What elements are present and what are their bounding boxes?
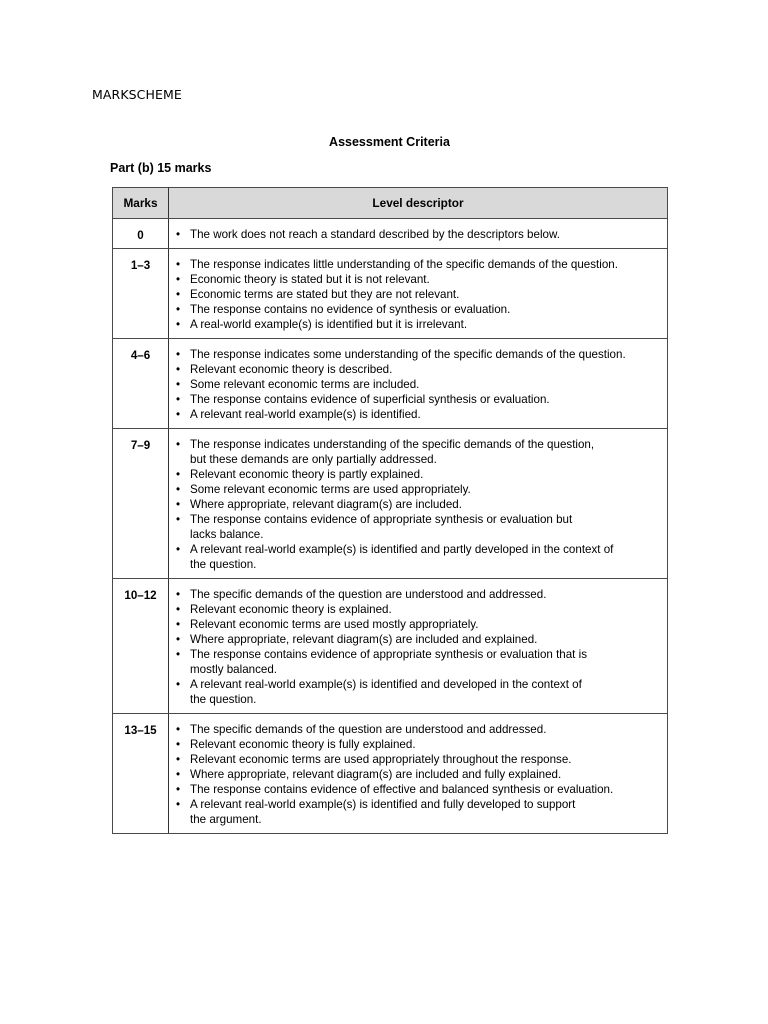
descriptor-text: • A real-world example(s) is identified but it is irrelevant. [190, 318, 468, 331]
descriptor-list [176, 347, 661, 422]
assessment-criteria-table [112, 187, 668, 834]
table-header-row [113, 188, 668, 219]
descriptor-item [176, 602, 661, 617]
descriptor-item [176, 362, 661, 377]
descriptor-item [176, 407, 661, 422]
descriptor-item [176, 272, 661, 287]
descriptor-text: • Economic terms are stated but they are not relevant. [190, 288, 460, 301]
descriptor-cell [169, 579, 668, 714]
descriptor-text: lacks balance. [190, 528, 264, 541]
descriptor-text: • Some relevant economic terms are included. [190, 378, 420, 391]
descriptor-text: mostly balanced. [190, 663, 277, 676]
descriptor-item [176, 752, 661, 767]
descriptor-item [176, 542, 661, 572]
descriptor-item [176, 512, 661, 542]
descriptor-item [176, 467, 661, 482]
descriptor-item [176, 632, 661, 647]
descriptor-text: • The response contains evidence of superficial synthesis or evaluation. [190, 393, 550, 406]
part-title: Part (b) 15 marks [110, 161, 212, 175]
descriptor-list [176, 587, 661, 707]
marks-column-header: Marks [113, 188, 169, 219]
table-row [113, 714, 668, 834]
descriptor-column-header: Level descriptor [169, 188, 668, 219]
criteria-title: Assessment Criteria [329, 135, 450, 149]
descriptor-text: • Economic theory is stated but it is not relevant. [190, 273, 430, 286]
descriptor-item [176, 677, 661, 707]
descriptor-item [176, 782, 661, 797]
descriptor-text: • The response indicates little understanding of the specific demands of the question. [190, 258, 618, 271]
marks-cell: 4–6 [113, 339, 169, 429]
descriptor-list [176, 257, 661, 332]
descriptor-item [176, 497, 661, 512]
descriptor-text: but these demands are only partially addressed. [190, 453, 437, 466]
descriptor-cell [169, 219, 668, 249]
descriptor-text: • The response indicates understanding of the specific demands of the question, [190, 438, 595, 451]
descriptor-item [176, 227, 661, 242]
descriptor-text: • The response contains evidence of appropriate synthesis or evaluation that is [190, 648, 588, 661]
table-row [113, 339, 668, 429]
descriptor-item [176, 617, 661, 632]
table-row [113, 249, 668, 339]
descriptor-text: • The work does not reach a standard described by the descriptors below. [190, 228, 560, 241]
descriptor-text: • The response indicates some understanding of the specific demands of the question. [190, 348, 626, 361]
descriptor-text: • A relevant real-world example(s) is identified and partly developed in the context of [190, 543, 614, 556]
descriptor-item [176, 482, 661, 497]
marks-cell: 7–9 [113, 429, 169, 579]
descriptor-item [176, 767, 661, 782]
descriptor-item [176, 647, 661, 677]
table-row [113, 429, 668, 579]
descriptor-text: • Relevant economic theory is fully explained. [190, 738, 416, 751]
descriptor-cell [169, 249, 668, 339]
descriptor-text: • A relevant real-world example(s) is identified. [190, 408, 421, 421]
descriptor-item [176, 587, 661, 602]
descriptor-text: • Some relevant economic terms are used appropriately. [190, 483, 471, 496]
descriptor-text: the question. [190, 558, 257, 571]
marks-cell: 10–12 [113, 579, 169, 714]
table-row [113, 579, 668, 714]
descriptor-text: • Relevant economic theory is explained. [190, 603, 392, 616]
descriptor-text: • Relevant economic terms are used appropriately throughout the response. [190, 753, 572, 766]
marks-cell: 13–15 [113, 714, 169, 834]
descriptor-item [176, 302, 661, 317]
descriptor-item [176, 722, 661, 737]
descriptor-cell [169, 429, 668, 579]
descriptor-item [176, 797, 661, 827]
descriptor-text: the question. [190, 693, 257, 706]
descriptor-item [176, 347, 661, 362]
descriptor-item [176, 377, 661, 392]
marks-cell: 0 [113, 219, 169, 249]
descriptor-text: • A relevant real-world example(s) is identified and fully developed to support [190, 798, 576, 811]
descriptor-text: • Where appropriate, relevant diagram(s) are included and fully explained. [190, 768, 562, 781]
descriptor-list [176, 437, 661, 572]
descriptor-text: • A relevant real-world example(s) is identified and developed in the context of [190, 678, 582, 691]
table-body [113, 219, 668, 834]
descriptor-text: the argument. [190, 813, 262, 826]
descriptor-item [176, 287, 661, 302]
descriptor-text: • Where appropriate, relevant diagram(s) are included and explained. [190, 633, 538, 646]
descriptor-text: • Relevant economic terms are used mostly appropriately. [190, 618, 479, 631]
descriptor-item [176, 317, 661, 332]
document-heading: MARKSCHEME [92, 87, 182, 102]
descriptor-text: • The response contains evidence of appropriate synthesis or evaluation but [190, 513, 573, 526]
descriptor-text: • The specific demands of the question are understood and addressed. [190, 588, 547, 601]
descriptor-text: • Where appropriate, relevant diagram(s) are included. [190, 498, 462, 511]
descriptor-cell [169, 339, 668, 429]
descriptor-list [176, 722, 661, 827]
descriptor-text: • Relevant economic theory is described. [190, 363, 393, 376]
descriptor-list [176, 227, 661, 242]
descriptor-item [176, 392, 661, 407]
descriptor-text: • The specific demands of the question are understood and addressed. [190, 723, 547, 736]
descriptor-item [176, 257, 661, 272]
descriptor-item [176, 437, 661, 467]
descriptor-item [176, 737, 661, 752]
descriptor-text: • The response contains no evidence of synthesis or evaluation. [190, 303, 511, 316]
descriptor-cell [169, 714, 668, 834]
table-row [113, 219, 668, 249]
descriptor-text: • Relevant economic theory is partly explained. [190, 468, 424, 481]
descriptor-text: • The response contains evidence of effective and balanced synthesis or evaluation. [190, 783, 614, 796]
marks-cell: 1–3 [113, 249, 169, 339]
